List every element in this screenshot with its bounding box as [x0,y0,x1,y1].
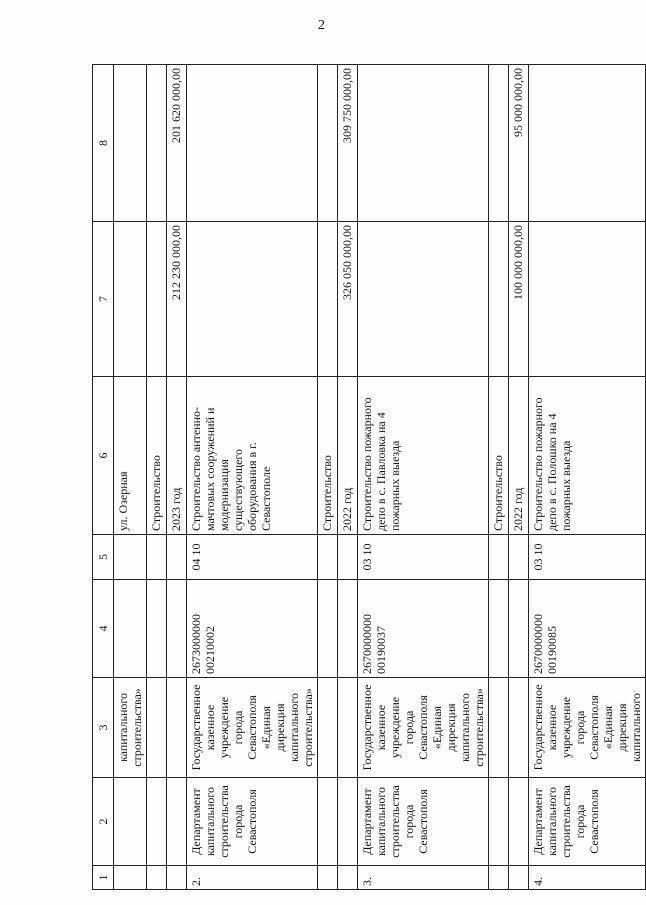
table-cell: капитального строительства» [114,678,147,778]
amount-cell: 309 750 000,00 [338,65,358,222]
amount-cell: 201 620 000,00 [167,65,187,222]
amount-cell: 212 230 000,00 [167,222,187,377]
object-cell: Строительство пожарного депо в с. Павловка на 4 пожарных выезда [358,377,489,535]
table-row [529,65,646,890]
table-cell [114,580,147,678]
institution-cell: Государственное казенное учреждение города Севастополя «Единая дирекция капитального [529,678,646,778]
table-row [114,65,147,890]
institution-cell: Государственное казенное учреждение города Севастополя «Единая дирекция капитального строительства» [358,678,489,778]
header-row [93,65,114,890]
header-cell: 6 [93,377,114,535]
table-cell [114,778,147,866]
stage-cell: 2022 год [338,377,358,535]
code-cell: 2670000000 00190037 [358,580,489,678]
amount-cell: 326 050 000,00 [338,222,358,377]
department-cell: Департамент капитального строительства города Севастополя [187,778,318,866]
budget-table [92,64,646,890]
table-cell [114,866,147,890]
rotated-table-container [92,65,643,890]
stage-cell: 2022 год [509,377,529,535]
department-cell: Департамент капитального строительства города Севастополя [529,778,646,866]
header-cell: 1 [93,866,114,890]
header-cell: 5 [93,535,114,580]
table-row [489,65,509,890]
header-cell: 2 [93,778,114,866]
department-cell: Департамент капитального строительства города Севастополя [358,778,489,866]
amount-cell: 95 000 000,00 [509,65,529,222]
page-number: 2 [318,18,325,33]
code-cell: 2670000000 00190085 [529,580,646,678]
code-cell: 2673000000 00210002 [187,580,318,678]
header-cell: 3 [93,678,114,778]
object-cell: Строительство антенно-мачтовых сооружений и модернизация существующего оборудования в г. Севастополе [187,377,318,535]
row-number: 3. [358,866,489,890]
header-cell: 7 [93,222,114,377]
table-row [509,65,529,890]
section-cell: 04 10 [187,535,318,580]
table-cell [114,535,147,580]
table-row [358,65,489,890]
stage-cell: Строительство [489,377,509,535]
stage-cell: Строительство [147,377,167,535]
table-row [187,65,318,890]
institution-cell: Государственное казенное учреждение города Севастополя «Единая дирекция капитального строительства» [187,678,318,778]
row-number: 4. [529,866,646,890]
table-cell [114,222,147,377]
object-cell: Строительство пожарного депо в с. Полошко на 4 пожарных выезда [529,377,646,535]
stage-cell: Строительство [318,377,338,535]
table-row [147,65,167,890]
table-cell [114,65,147,222]
section-cell: 03 10 [358,535,489,580]
table-row [338,65,358,890]
table-cell: ул. Озерная [114,377,147,535]
header-cell: 4 [93,580,114,678]
header-cell: 8 [93,65,114,222]
table-row [318,65,338,890]
stage-cell: 2023 год [167,377,187,535]
amount-cell: 100 000 000,00 [509,222,529,377]
row-number: 2. [187,866,318,890]
section-cell: 03 10 [529,535,646,580]
table-row [167,65,187,890]
